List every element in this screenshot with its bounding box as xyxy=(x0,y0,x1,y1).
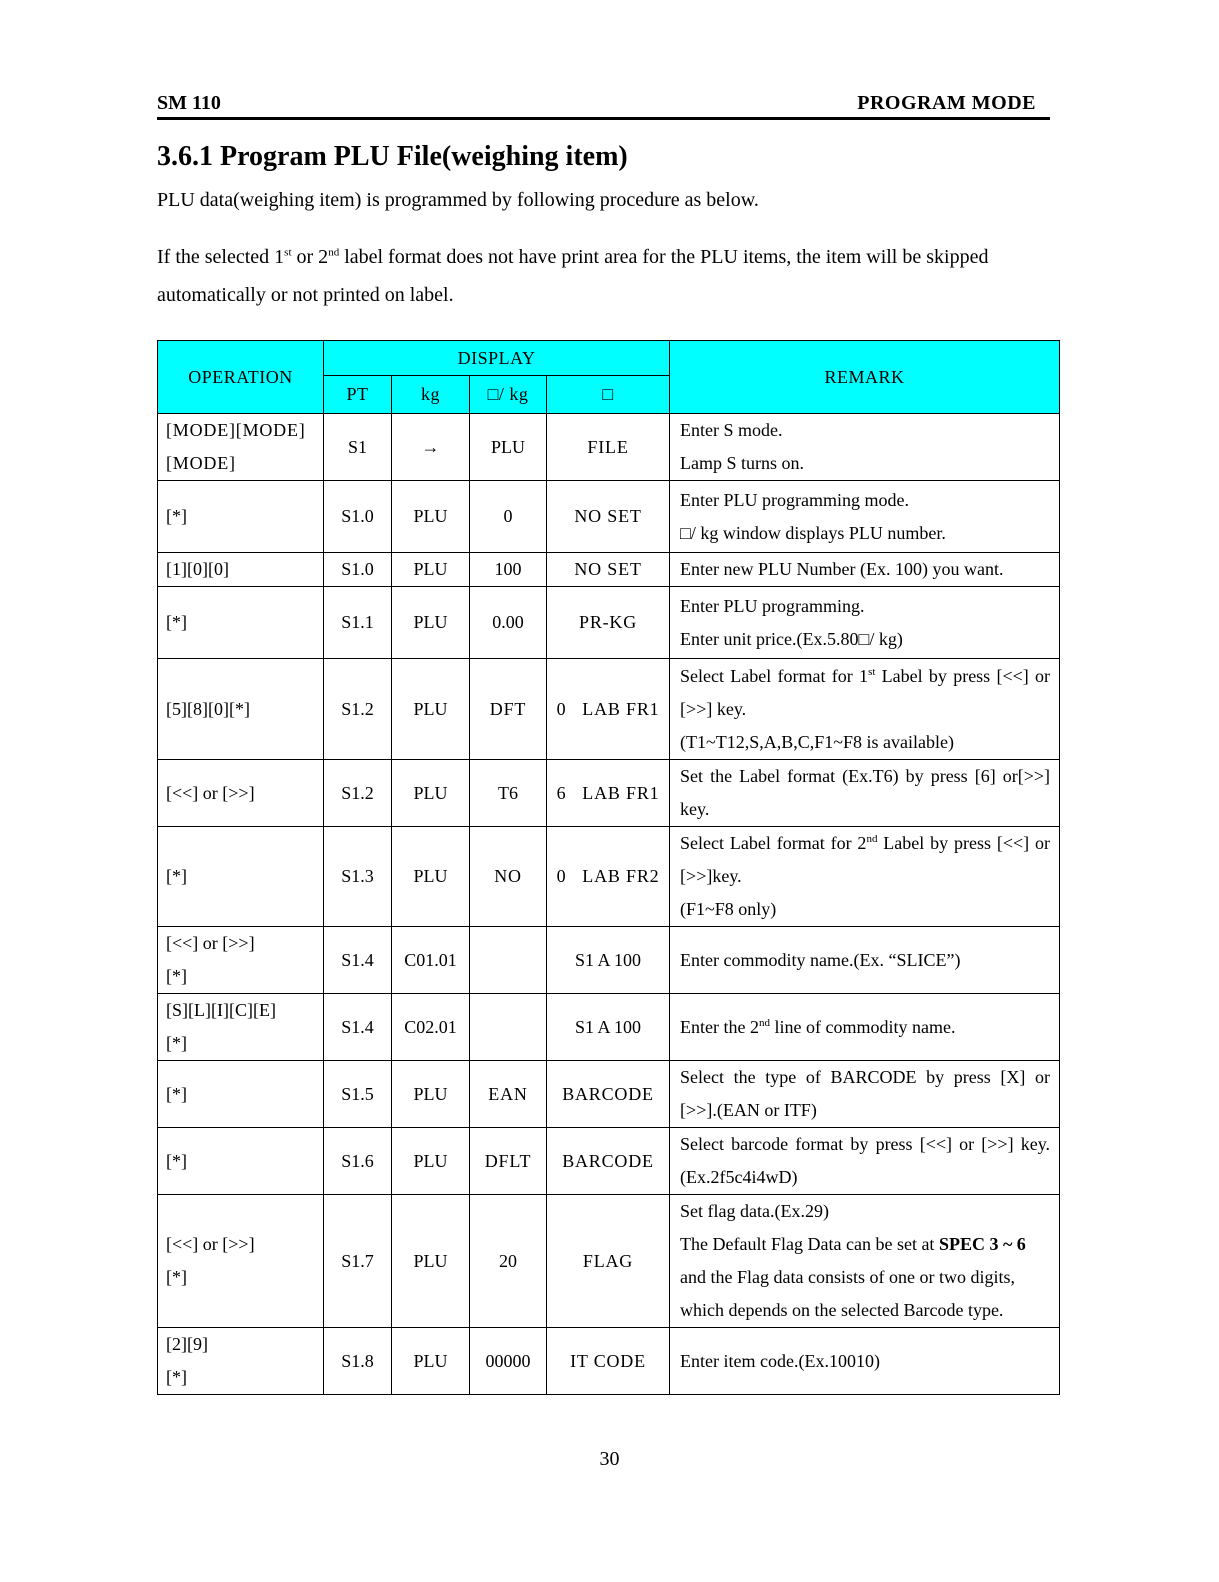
kg-cell: PLU xyxy=(392,1328,470,1395)
per-kg-cell: 20 xyxy=(470,1195,547,1328)
remark-cell: Select Label format for 2nd Label by press [<<] or [>>]key. (F1~F8 only) xyxy=(670,827,1060,927)
price-cell: NO SET xyxy=(547,553,670,587)
price-cell: 0 LAB FR1 xyxy=(547,659,670,760)
per-kg-cell: 00000 xyxy=(470,1328,547,1395)
kg-cell: PLU xyxy=(392,1195,470,1328)
kg-cell: PLU xyxy=(392,553,470,587)
pt-cell: S1.2 xyxy=(324,659,392,760)
remark-cell: Enter commodity name.(Ex. “SLICE”) xyxy=(670,927,1060,994)
per-kg-cell xyxy=(470,994,547,1061)
kg-cell: PLU xyxy=(392,1061,470,1128)
note-text: If the selected 1st or 2nd label format does not have print area for the PLU items, the item will be skipped automatically or not printed on label. xyxy=(157,246,989,306)
header-pt: PT xyxy=(324,376,392,414)
price-cell: 0 LAB FR2 xyxy=(547,827,670,927)
pt-cell: S1.7 xyxy=(324,1195,392,1328)
operation-cell: [*] xyxy=(158,1061,324,1128)
price-cell: BARCODE xyxy=(547,1128,670,1195)
per-kg-cell: PLU xyxy=(470,414,547,481)
operation-cell: [*] xyxy=(158,481,324,553)
operation-cell: [<<] or [>>] [*] xyxy=(158,927,324,994)
table-row xyxy=(158,553,1060,587)
remark-cell: Enter PLU programming. Enter unit price.(Ex.5.80□/ kg) xyxy=(670,587,1060,659)
header-price: □ xyxy=(547,376,670,414)
operation-cell: [2][9] [*] xyxy=(158,1328,324,1395)
page-number: 30 xyxy=(599,1448,620,1470)
pt-cell: S1.2 xyxy=(324,760,392,827)
pt-cell: S1.6 xyxy=(324,1128,392,1195)
table-row xyxy=(158,1328,1060,1395)
operation-cell: [5][8][0][*] xyxy=(158,659,324,760)
kg-cell: PLU xyxy=(392,659,470,760)
header-operation: OPERATION xyxy=(158,341,324,414)
kg-cell: C02.01 xyxy=(392,994,470,1061)
pt-cell: S1 xyxy=(324,414,392,481)
per-kg-cell: EAN xyxy=(470,1061,547,1128)
price-cell: 6 LAB FR1 xyxy=(547,760,670,827)
per-kg-cell xyxy=(470,927,547,994)
table-row xyxy=(158,1061,1060,1128)
remark-cell: Select Label format for 1st Label by press [<<] or [>>] key. (T1~T12,S,A,B,C,F1~F8 is available) xyxy=(670,659,1060,760)
table-row xyxy=(158,414,1060,481)
remark-cell: Select barcode format by press [<<] or [>>] key.(Ex.2f5c4i4wD) xyxy=(670,1128,1060,1195)
section-title: 3.6.1 Program PLU File(weighing item) xyxy=(157,141,628,172)
operation-cell: [*] xyxy=(158,587,324,659)
header-section: PROGRAM MODE xyxy=(857,92,1036,114)
remark-cell: Enter PLU programming mode. □/ kg window displays PLU number. xyxy=(670,481,1060,553)
per-kg-cell: NO xyxy=(470,827,547,927)
header-display: DISPLAY xyxy=(324,341,670,376)
operation-cell: [*] xyxy=(158,1128,324,1195)
pt-cell: S1.5 xyxy=(324,1061,392,1128)
operation-cell: [1][0][0] xyxy=(158,553,324,587)
header-model: SM 110 xyxy=(157,92,221,114)
operation-cell: [MODE][MODE] [MODE] xyxy=(158,414,324,481)
pt-cell: S1.3 xyxy=(324,827,392,927)
price-cell: FLAG xyxy=(547,1195,670,1328)
table-row xyxy=(158,659,1060,760)
table-row xyxy=(158,994,1060,1061)
table-row xyxy=(158,587,1060,659)
price-cell: NO SET xyxy=(547,481,670,553)
kg-cell: PLU xyxy=(392,587,470,659)
kg-cell: C01.01 xyxy=(392,927,470,994)
table-row xyxy=(158,760,1060,827)
remark-cell: Enter the 2nd line of commodity name. xyxy=(670,994,1060,1061)
price-cell: BARCODE xyxy=(547,1061,670,1128)
table-row xyxy=(158,1128,1060,1195)
operation-cell: [<<] or [>>] xyxy=(158,760,324,827)
per-kg-cell: T6 xyxy=(470,760,547,827)
kg-cell: → xyxy=(392,414,470,481)
kg-cell: PLU xyxy=(392,827,470,927)
per-kg-cell: DFT xyxy=(470,659,547,760)
price-cell: IT CODE xyxy=(547,1328,670,1395)
operation-cell: [S][L][I][C][E] [*] xyxy=(158,994,324,1061)
remark-cell: Enter new PLU Number (Ex. 100) you want. xyxy=(670,553,1060,587)
operation-cell: [*] xyxy=(158,827,324,927)
remark-cell: Set flag data.(Ex.29) The Default Flag Data can be set at SPEC 3 ~ 6 and the Flag data consists of one or two digits, which depends on the selected Barcode type. xyxy=(670,1195,1060,1328)
pt-cell: S1.1 xyxy=(324,587,392,659)
remark-cell: Select the type of BARCODE by press [X] or [>>].(EAN or ITF) xyxy=(670,1061,1060,1128)
price-cell: S1 A 100 xyxy=(547,994,670,1061)
price-cell: PR-KG xyxy=(547,587,670,659)
table-row xyxy=(158,1195,1060,1328)
per-kg-cell: 0.00 xyxy=(470,587,547,659)
remark-cell: Set the Label format (Ex.T6) by press [6] or[>>] key. xyxy=(670,760,1060,827)
pt-cell: S1.4 xyxy=(324,994,392,1061)
pt-cell: S1.8 xyxy=(324,1328,392,1395)
kg-cell: PLU xyxy=(392,760,470,827)
header-remark: REMARK xyxy=(670,341,1060,414)
per-kg-cell: 0 xyxy=(470,481,547,553)
kg-cell: PLU xyxy=(392,1128,470,1195)
kg-cell: PLU xyxy=(392,481,470,553)
pt-cell: S1.4 xyxy=(324,927,392,994)
remark-cell: Enter S mode. Lamp S turns on. xyxy=(670,414,1060,481)
page-header xyxy=(157,92,1050,120)
price-cell: S1 A 100 xyxy=(547,927,670,994)
plu-program-table xyxy=(157,340,1060,1395)
intro-text: PLU data(weighing item) is programmed by following procedure as below. xyxy=(157,189,759,211)
table-row xyxy=(158,827,1060,927)
per-kg-cell: 100 xyxy=(470,553,547,587)
header-per-kg: □/ kg xyxy=(470,376,547,414)
table-row xyxy=(158,481,1060,553)
operation-cell: [<<] or [>>] [*] xyxy=(158,1195,324,1328)
pt-cell: S1.0 xyxy=(324,553,392,587)
per-kg-cell: DFLT xyxy=(470,1128,547,1195)
header-kg: kg xyxy=(392,376,470,414)
remark-cell: Enter item code.(Ex.10010) xyxy=(670,1328,1060,1395)
price-cell: FILE xyxy=(547,414,670,481)
pt-cell: S1.0 xyxy=(324,481,392,553)
table-row xyxy=(158,927,1060,994)
